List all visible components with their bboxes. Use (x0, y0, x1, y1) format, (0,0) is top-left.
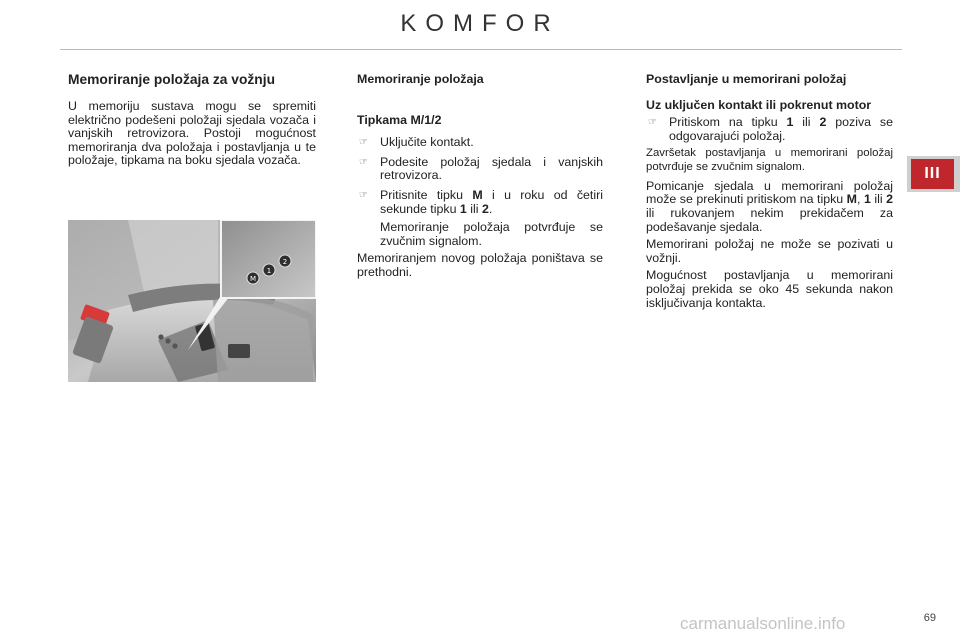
column-intro (68, 73, 316, 168)
chapter-tab-label: III (911, 159, 954, 189)
pointing-hand-icon: ☞ (359, 156, 368, 168)
section-heading-store: Memoriranje položaja (357, 72, 484, 86)
timeout-text: Mogućnost postavljanja u memorirani položaj prekida se oko 45 sekunda nakon isključivanja kontakta. (646, 268, 893, 310)
intro-paragraph: U memoriju sustava mogu se spremiti električno podešeni položaji sjedala vozača i vanjskih retrovizora. Postoji mogućnost memoriranja dva položaja i postavljanja u te položaje, tipkama na boku sjedala vozača. (68, 99, 316, 168)
seat-memory-buttons-photo (68, 220, 316, 382)
interrupt-text: Pomicanje sjedala u memorirani položaj može se prekinuti pritiskom na tipku M, 1 ili 2 ili rukovanjem nekim prekidačem za podešavanje sjedala. (646, 178, 893, 234)
svg-text:M: M (249, 275, 257, 283)
header-rule (60, 49, 902, 50)
end-signal-text: Završetak postavljanja u memorirani položaj potvrđuje se zvučnim signalom. (646, 147, 893, 173)
overwrite-text: Memoriranjem novog položaja poništava se prethodni. (357, 251, 603, 279)
svg-text:2: 2 (282, 258, 288, 266)
watermark: carmanualsonline.info (680, 614, 846, 633)
svg-text:1: 1 (266, 267, 272, 275)
page-number: 69 (923, 612, 936, 624)
page-title: KOMFOR (400, 10, 560, 37)
column-store-position (357, 73, 603, 280)
pointing-hand-icon: ☞ (359, 189, 368, 201)
list-item: ☞ Podesite položaj sjedala i vanjskih retrovizora. (359, 154, 603, 183)
confirm-text: Memoriranje položaja potvrđuje se zvučnim signalom. (380, 220, 603, 248)
not-driving-text: Memorirani položaj ne može se pozivati u vožnji. (646, 237, 893, 265)
pointing-hand-icon: ☞ (648, 117, 657, 129)
list-item: ☞ Pritiskom na tipku 1 ili 2 poziva se odgovarajući položaj. (648, 115, 893, 143)
column-recall-position (646, 73, 893, 310)
subheading-ignition: Uz uključen kontakt ili pokrenut motor (646, 97, 872, 112)
section-heading-memory: Memoriranje položaja za vožnju (68, 72, 275, 87)
pointing-hand-icon: ☞ (359, 137, 368, 149)
list-item: ☞ Pritisnite tipku M i u roku od četiri sekunde tipku 1 ili 2. (359, 187, 603, 216)
chapter-tab[interactable] (907, 156, 960, 192)
list-item: ☞ Uključite kontakt. (359, 135, 474, 150)
section-heading-recall: Postavljanje u memorirani položaj (646, 72, 847, 86)
subheading-buttons: Tipkama M/1/2 (357, 112, 442, 127)
seat-illustration (68, 220, 316, 382)
